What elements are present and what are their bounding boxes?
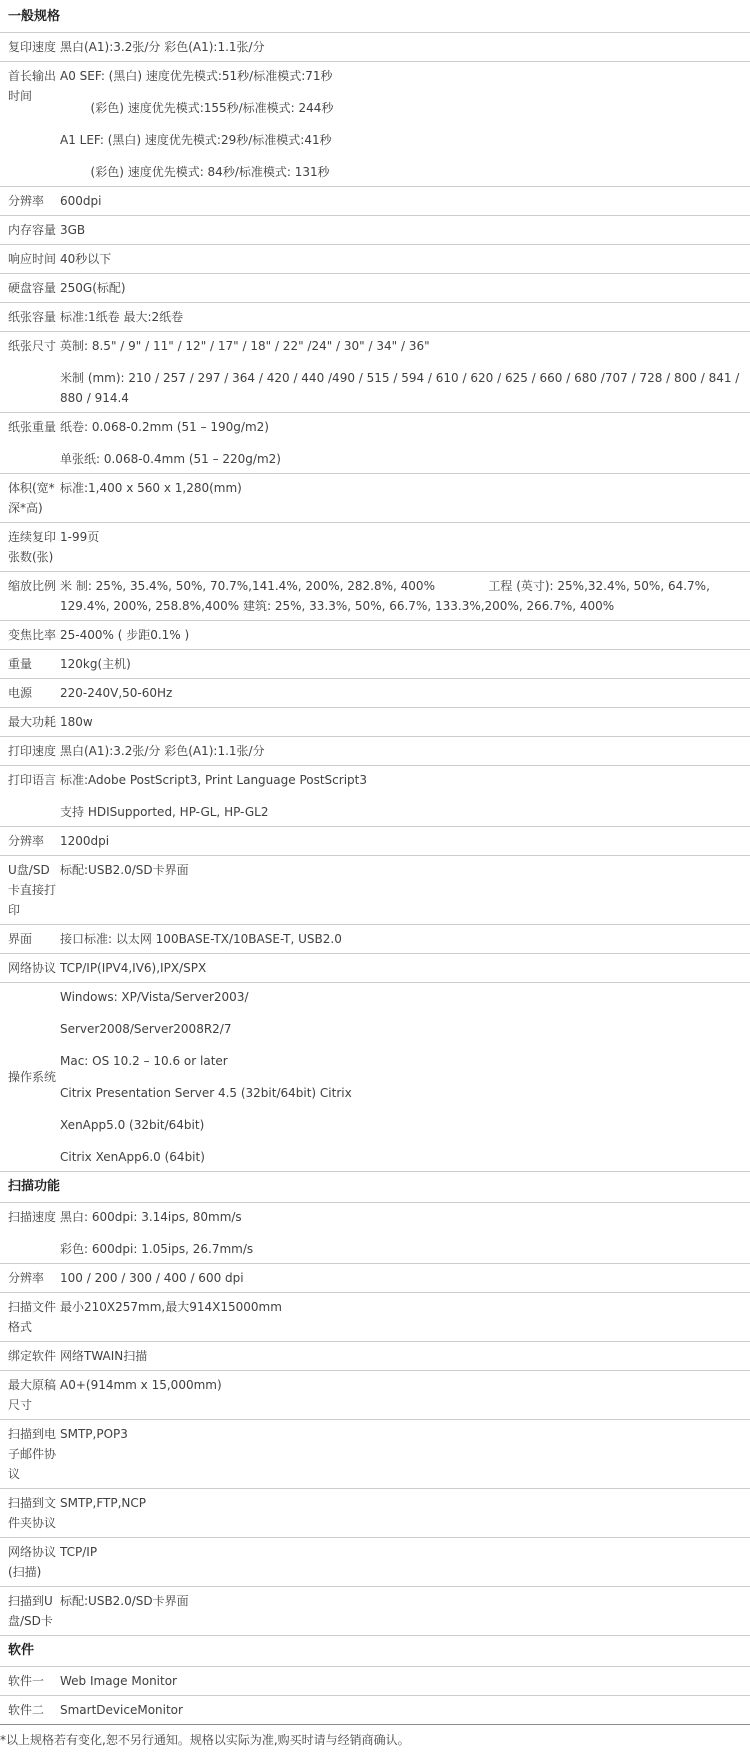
spec-row xyxy=(0,954,750,983)
spec-value xyxy=(60,1700,750,1720)
spec-paragraph: Server2008/Server2008R2/7 xyxy=(60,1022,232,1036)
spec-paragraph: 米 制: 25%, 35.4%, 50%, 70.7%,141.4%, 200%, 282.8%, 400% 工程 (英寸): 25%,32.4%, 50%, 64.7%, 129.4%, 200%, 258.8%,400% 建筑: 25%, 33.3%, 50%, 66.7%, 133.3%,200%, 266.7%, 400% xyxy=(60,579,714,613)
spec-value xyxy=(60,1493,750,1513)
spec-section xyxy=(0,2,750,1172)
spec-paragraph: 最小210X257mm,最大914X15000mm xyxy=(60,1300,282,1314)
spec-value xyxy=(60,741,750,761)
spec-value xyxy=(60,336,750,408)
spec-paragraph: 黑白(A1):3.2张/分 彩色(A1):1.1张/分 xyxy=(60,40,265,54)
spec-row xyxy=(0,827,750,856)
spec-label: 连续复印张数(张) xyxy=(8,530,57,564)
spec-row xyxy=(0,766,750,827)
spec-paragraph: Mac: OS 10.2 – 10.6 or later xyxy=(60,1054,228,1068)
spec-row xyxy=(0,33,750,62)
spec-value xyxy=(60,37,750,57)
spec-label: 打印速度 xyxy=(8,744,57,758)
spec-paragraph: 40秒以下 xyxy=(60,252,112,266)
spec-paragraph: Citrix Presentation Server 4.5 (32bit/64bit) Citrix xyxy=(60,1086,352,1100)
spec-paragraph: 220-240V,50-60Hz xyxy=(60,686,173,700)
spec-label: 软件二 xyxy=(8,1703,45,1717)
spec-value xyxy=(60,654,750,674)
spec-label: 打印语言 xyxy=(8,773,57,787)
spec-value xyxy=(60,958,750,978)
spec-paragraph: (彩色) 速度优先模式:155秒/标准模式: 244秒 xyxy=(60,101,334,115)
spec-row xyxy=(0,679,750,708)
spec-label: 界面 xyxy=(8,932,33,946)
section-title: 一般规格 xyxy=(0,2,750,33)
spec-label: 操作系统 xyxy=(8,1070,57,1084)
spec-paragraph: 1-99页 xyxy=(60,530,100,544)
spec-label: 网络协议 xyxy=(8,961,57,975)
spec-section xyxy=(0,1636,750,1724)
spec-paragraph: SmartDeviceMonitor xyxy=(60,1703,183,1717)
spec-value xyxy=(60,1346,750,1366)
spec-label: 首长输出时间 xyxy=(8,69,57,103)
spec-paragraph: 支持 HDISupported, HP-GL, HP-GL2 xyxy=(60,805,269,819)
footnote: *以上规格若有变化,恕不另行通知。规格以实际为准,购买时请与经销商确认。 xyxy=(0,1724,750,1758)
spec-row xyxy=(0,1203,750,1264)
spec-label: 软件一 xyxy=(8,1674,45,1688)
spec-value xyxy=(60,1542,750,1562)
spec-paragraph: 网络TWAIN扫描 xyxy=(60,1349,148,1363)
spec-value xyxy=(60,576,750,616)
spec-label: 纸张尺寸 xyxy=(8,339,57,353)
spec-label: 电源 xyxy=(8,686,33,700)
spec-row xyxy=(0,1420,750,1489)
spec-paragraph: 25-400% ( 步距0.1% ) xyxy=(60,628,190,642)
spec-table xyxy=(0,2,750,1724)
spec-value xyxy=(60,770,750,822)
spec-row xyxy=(0,983,750,1172)
spec-paragraph: 接口标准: 以太网 100BASE-TX/10BASE-T, USB2.0 xyxy=(60,932,342,946)
spec-row xyxy=(0,187,750,216)
spec-value xyxy=(60,478,750,498)
spec-row xyxy=(0,332,750,413)
spec-label: 变焦比率 xyxy=(8,628,57,642)
spec-paragraph: (彩色) 速度优先模式: 84秒/标准模式: 131秒 xyxy=(60,165,330,179)
spec-label: 扫描文件格式 xyxy=(8,1300,57,1334)
spec-paragraph: 单张纸: 0.068-0.4mm (51 – 220g/m2) xyxy=(60,452,281,466)
spec-row xyxy=(0,737,750,766)
section-title: 软件 xyxy=(0,1636,750,1667)
spec-paragraph: 标准:1,400 x 560 x 1,280(mm) xyxy=(60,481,242,495)
spec-value xyxy=(60,1671,750,1691)
spec-row xyxy=(0,1696,750,1724)
spec-value xyxy=(60,1591,750,1611)
spec-paragraph: 250G(标配) xyxy=(60,281,126,295)
spec-paragraph: 米制 (mm): 210 / 257 / 297 / 364 / 420 / 440 /490 / 515 / 594 / 610 / 620 / 625 / 660 / 680 /707 / 728 / 800 / 841 / 880 / 914.4 xyxy=(60,371,744,405)
spec-row xyxy=(0,1587,750,1636)
spec-paragraph: Web Image Monitor xyxy=(60,1674,177,1688)
spec-value xyxy=(60,220,750,240)
spec-label: 扫描到文件夹协议 xyxy=(8,1496,57,1530)
spec-paragraph: 标配:USB2.0/SD卡界面 xyxy=(60,863,189,877)
spec-paragraph: SMTP,POP3 xyxy=(60,1427,128,1441)
spec-paragraph: XenApp5.0 (32bit/64bit) xyxy=(60,1118,205,1132)
spec-paragraph: 纸卷: 0.068-0.2mm (51 – 190g/m2) xyxy=(60,420,269,434)
spec-value xyxy=(60,625,750,645)
spec-row xyxy=(0,1371,750,1420)
spec-value xyxy=(60,860,750,880)
spec-row xyxy=(0,62,750,187)
spec-label: 响应时间 xyxy=(8,252,57,266)
spec-paragraph: A1 LEF: (黑白) 速度优先模式:29秒/标准模式:41秒 xyxy=(60,133,332,147)
spec-paragraph: SMTP,FTP,NCP xyxy=(60,1496,147,1510)
spec-label: 复印速度 xyxy=(8,40,57,54)
spec-label: 体积(宽*深*高) xyxy=(8,481,55,515)
spec-row xyxy=(0,523,750,572)
spec-section xyxy=(0,1172,750,1636)
spec-value xyxy=(60,831,750,851)
spec-paragraph: Citrix XenApp6.0 (64bit) xyxy=(60,1150,205,1164)
spec-value xyxy=(60,929,750,949)
spec-label: 硬盘容量 xyxy=(8,281,57,295)
spec-row xyxy=(0,413,750,474)
spec-label: 分辨率 xyxy=(8,194,45,208)
spec-label: 最大原稿尺寸 xyxy=(8,1378,57,1412)
spec-value xyxy=(60,66,750,182)
spec-paragraph: 英制: 8.5" / 9" / 11" / 12" / 17" / 18" / 22" /24" / 30" / 34" / 36" xyxy=(60,339,430,353)
spec-paragraph: TCP/IP(IPV4,IV6),IPX/SPX xyxy=(60,961,207,975)
spec-paragraph: 120kg(主机) xyxy=(60,657,131,671)
spec-value xyxy=(60,1207,750,1259)
spec-label: 分辨率 xyxy=(8,1271,45,1285)
spec-row xyxy=(0,1342,750,1371)
spec-paragraph: 彩色: 600dpi: 1.05ips, 26.7mm/s xyxy=(60,1242,254,1256)
spec-paragraph: 3GB xyxy=(60,223,86,237)
section-title: 扫描功能 xyxy=(0,1172,750,1203)
spec-paragraph: TCP/IP xyxy=(60,1545,98,1559)
spec-paragraph: 标准:1纸卷 最大:2纸卷 xyxy=(60,310,184,324)
spec-label: 绑定软件 xyxy=(8,1349,57,1363)
spec-row xyxy=(0,1538,750,1587)
spec-value xyxy=(60,278,750,298)
spec-label: 纸张容量 xyxy=(8,310,57,324)
spec-row xyxy=(0,650,750,679)
spec-row xyxy=(0,245,750,274)
spec-paragraph: 180w xyxy=(60,715,93,729)
spec-row xyxy=(0,925,750,954)
spec-label: 纸张重量 xyxy=(8,420,57,434)
spec-paragraph: Windows: XP/Vista/Server2003/ xyxy=(60,990,249,1004)
spec-label: 最大功耗 xyxy=(8,715,57,729)
spec-value xyxy=(60,1297,750,1317)
spec-value xyxy=(60,527,750,547)
spec-paragraph: 标配:USB2.0/SD卡界面 xyxy=(60,1594,189,1608)
spec-paragraph: 600dpi xyxy=(60,194,102,208)
spec-label: 缩放比例 xyxy=(8,579,57,593)
spec-paragraph: 黑白: 600dpi: 3.14ips, 80mm/s xyxy=(60,1210,242,1224)
spec-value xyxy=(60,1424,750,1444)
spec-value xyxy=(60,249,750,269)
spec-paragraph: 1200dpi xyxy=(60,834,110,848)
spec-row xyxy=(0,1293,750,1342)
spec-value xyxy=(60,1375,750,1395)
spec-label: 内存容量 xyxy=(8,223,57,237)
spec-label: 分辨率 xyxy=(8,834,45,848)
spec-value xyxy=(60,712,750,732)
spec-paragraph: 100 / 200 / 300 / 400 / 600 dpi xyxy=(60,1271,244,1285)
spec-value xyxy=(60,191,750,211)
spec-row xyxy=(0,572,750,621)
spec-row xyxy=(0,216,750,245)
spec-row xyxy=(0,274,750,303)
spec-value xyxy=(60,1268,750,1288)
spec-value xyxy=(60,683,750,703)
spec-paragraph: 标准:Adobe PostScript3, Print Language PostScript3 xyxy=(60,773,367,787)
spec-row xyxy=(0,856,750,925)
spec-value xyxy=(60,987,750,1167)
spec-paragraph: A0 SEF: (黑白) 速度优先模式:51秒/标准模式:71秒 xyxy=(60,69,333,83)
spec-row xyxy=(0,621,750,650)
spec-row xyxy=(0,1667,750,1696)
spec-label: 扫描到U盘/SD卡 xyxy=(8,1594,53,1628)
spec-row xyxy=(0,1489,750,1538)
spec-row xyxy=(0,303,750,332)
spec-value xyxy=(60,417,750,469)
spec-label: U盘/SD卡直接打印 xyxy=(8,863,57,917)
spec-label: 扫描到电子邮件协议 xyxy=(8,1427,57,1481)
spec-row xyxy=(0,1264,750,1293)
spec-label: 重量 xyxy=(8,657,33,671)
spec-label: 扫描速度 xyxy=(8,1210,57,1224)
spec-paragraph: 黑白(A1):3.2张/分 彩色(A1):1.1张/分 xyxy=(60,744,265,758)
spec-paragraph: A0+(914mm x 15,000mm) xyxy=(60,1378,222,1392)
spec-value xyxy=(60,307,750,327)
spec-row xyxy=(0,474,750,523)
spec-label: 网络协议(扫描) xyxy=(8,1545,57,1579)
spec-row xyxy=(0,708,750,737)
